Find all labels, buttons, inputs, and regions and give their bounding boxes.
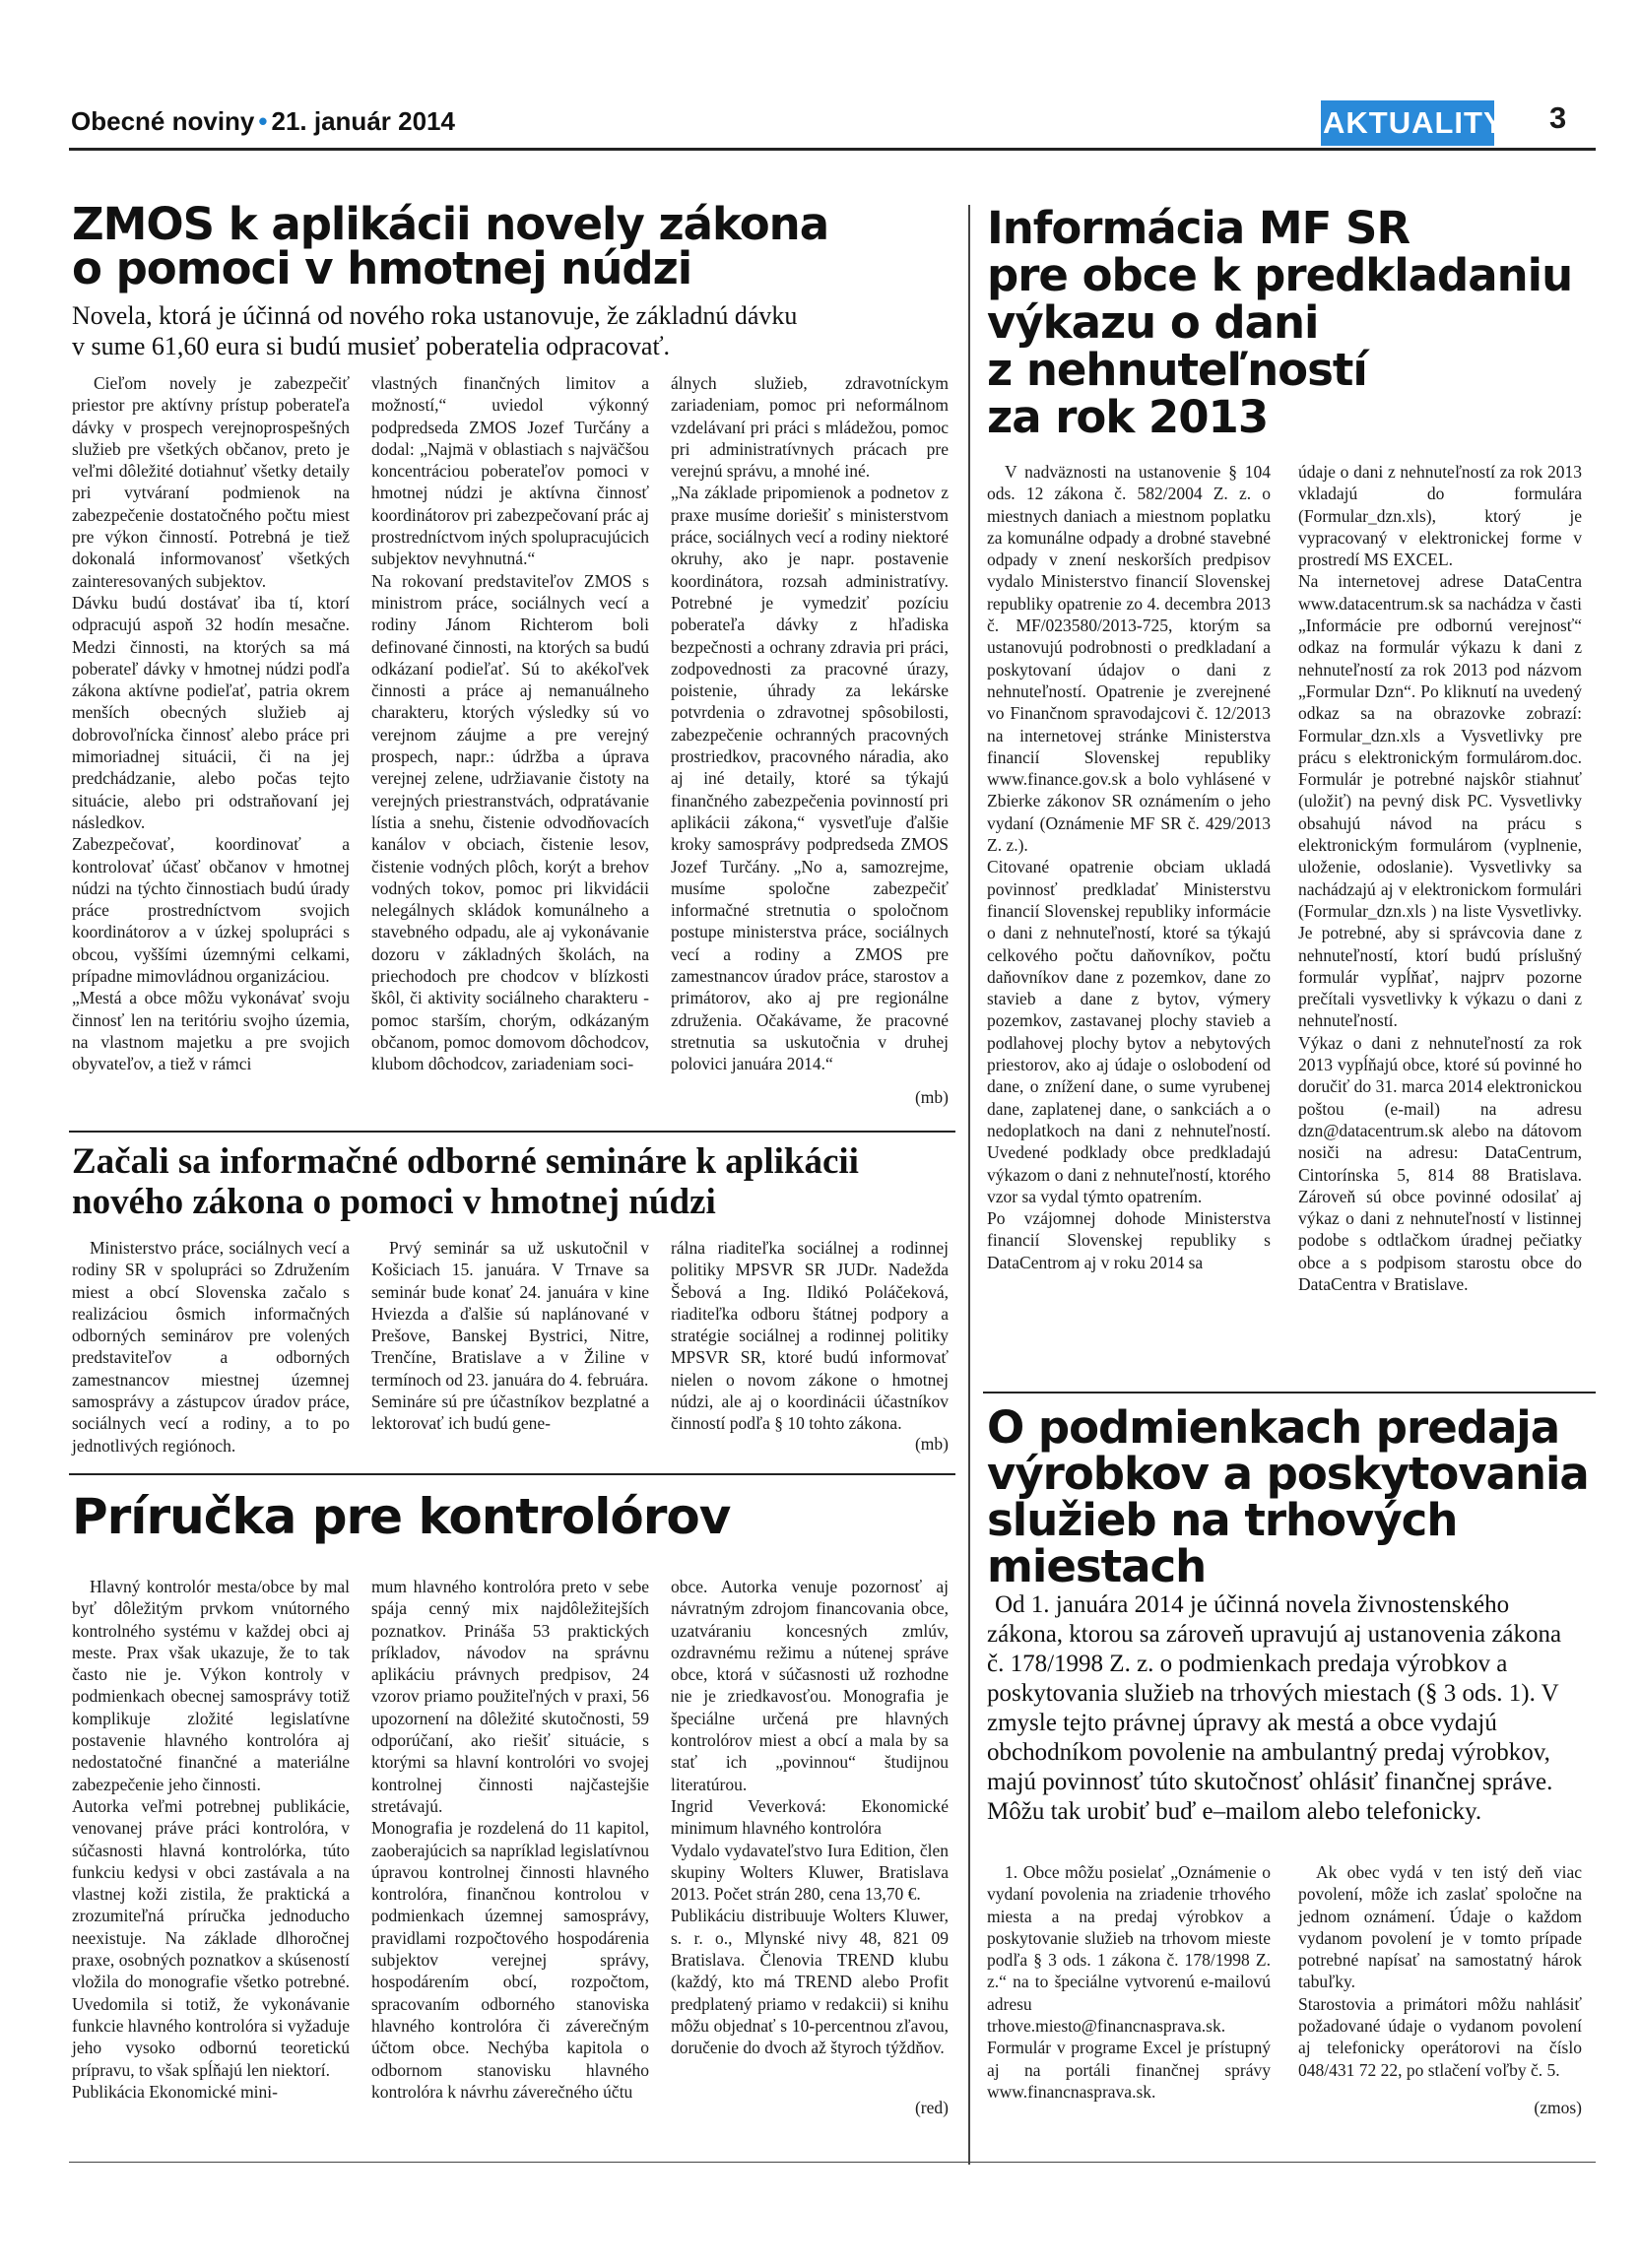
masthead: [71, 106, 455, 137]
seminars-column-2: Prvý seminár sa už uskutočnil v Košiciach 15. januára. V Trnave sa seminár bude konať 24. januára v kine Hviezda a ďalšie sú naplánované v Prešove, Banskej Bystrici, Nitre, Trenčíne, Bratislave a v Žiline v termínoch od 23. januára do 4. februára. Semináre sú pre účastníkov bezplatné a lektorovať ich budú gene-: [371, 1238, 649, 1434]
zmos-bottom-rule: [69, 1131, 955, 1133]
handbook-signature: (red): [914, 2098, 949, 2117]
zmos-title-line2: o pomoci v hmotnej núdzi: [72, 242, 692, 294]
page-bottom-rule: [69, 2162, 1596, 2163]
publication-name: Obecné noviny: [71, 106, 255, 136]
zmos-subtitle-line2: v sume 61,60 eura si budú musieť poberatelia odpracovať.: [72, 332, 671, 361]
seminars-title-line2: nového zákona o pomoci v hmotnej núdzi: [72, 1181, 716, 1222]
seminars-title: [72, 1142, 958, 1222]
zmos-title-line1: ZMOS k aplikácii novely zákona: [72, 198, 829, 250]
markets-column-2: Ak obec vydá v ten istý deň viac povolení, môže ich zaslať spoločne na jednom oznámení. Údaje o každom vydanom povolení je v tomto prípade potrebné napísať na samostatný hárok tabuľky. Starostovia a primátori môžu nahlásiť požadované údaje o vydanom povolení aj telefonicky operátorovi na číslo 048/431 72 22, po stlačení voľby č. 5.: [1298, 1862, 1582, 2080]
zmos-column-2: vlastných finančných limitov a možností,“ uviedol výkonný podpredseda ZMOS Jozef Turčány a dodal: „Najmä v oblastiach s najväčšou koncentráciou poberateľov pomoci v hmotnej núdzi je aktívna činnosť koordinátorov pri zabezpečovaní prác aj prostredníctvom iných spolupracujúcich subjektov nevyhnutná.“ Na rokovaní predstaviteľov ZMOS s ministrom práce, sociálnych vecí a rodiny Jánom Richterom boli definované činnosti, na ktorých sa budú odkázaní podieľať. Sú to akékoľvek činnosti a práce aj nemanuálneho charakteru, ktorých výsledky sú vo verejnom záujme a pre verejný prospech, napr.: údržba a úprava verejnej zelene, udržiavanie čistoty na verejných priestranstvách, odpratávanie lístia a snehu, čistenie odvodňovacích kanálov v obciach, čistenie lesov, čistenie vodných plôch, korýt a brehov vodných tokov, pomoc pri likvidácii nelegálnych skládok komunálneho a stavebného odpadu, ale aj vykonávanie dozoru v základných školách, na priechodoch pre chodcov v blízkosti škôl, či aktivity sociálneho charakteru - pomoc starším, chorým, odkázaným občanom, pomoc domovom dôchodcov, klubom dôchodcov, zariadeniam soci-: [371, 373, 649, 1074]
separator-dot: •: [258, 106, 268, 136]
mf-title-line1: Informácia MF SR: [987, 202, 1410, 254]
markets-signature: (zmos): [1534, 2098, 1582, 2117]
markets-title-line3: služieb na trhových: [987, 1494, 1458, 1546]
markets-title: [987, 1401, 1598, 1592]
seminars-signature: (mb): [914, 1434, 949, 1454]
handbook-column-2: mum hlavného kontrolóra preto v sebe spája cenný mix najdôležitejších poznatkov. Prináša 53 praktických príkladov, návodov na správnu aplikáciu právnych predpisov, 24 vzorov priamo použiteľných v praxi, 56 upozornení na dôležité skutočnosti, 59 odporúčaní, ako riešiť situácie, s ktorými sa hlavní kontrolóri vo svojej kontrolnej činnosti najčastejšie stretávajú. Monografia je rozdelená do 11 kapitol, zaoberajúcich sa napríklad legislatívnou úpravou kontrolnej činnosti hlavného kontrolóra, finančnou kontrolou v podmienkach územnej samosprávy, pravidlami rozpočtového hospodárenia subjektov verejnej správy, hospodárením obcí, rozpočtom, spracovaním odborného stanoviska hlavného kontrolóra či záverečným účtom obce. Nechýba kapitola o odbornom stanovisku hlavného kontrolóra k návrhu záverečného účtu: [371, 1577, 649, 2102]
seminars-bottom-rule: [69, 1473, 955, 1475]
mf-bottom-rule: [983, 1392, 1596, 1393]
mf-column-1: V nadväznosti na ustanovenie § 104 ods. 12 zákona č. 582/2004 Z. z. o miestnych daniach a miestnom poplatku za komunálne odpady a drobné stavebné odpady v znení neskorších predpisov vydalo Ministerstvo financií Slovenskej republiky opatrenie zo 4. decembra 2013 č. MF/023580/2013-725, ktorým sa ustanovujú podrobnosti o predkladaní a poskytovaní údajov o dani z nehnuteľností. Opatrenie je zverejnené vo Finančnom spravodajcovi č. 12/2013 na internetovej stránke Ministerstva financií Slovenskej republiky www.finance.gov.sk a bolo vyhlásené v Zbierke zákonov SR oznámením o jeho vydaní (Oznámenie MF SR č. 429/2013 Z. z.). Citované opatrenie obciam ukladá povinnosť predkladať Ministerstvu financií Slovenskej republiky informácie o dani z nehnuteľností, ktoré sa týkajú celkového počtu daňovníkov, počtu daňovníkov dane z pozemkov, dane zo stavieb a dane z bytov, výmery pozemkov, zastavanej plochy stavieb a podlahovej plochy bytov a nebytových priestorov, ako aj údaje o oslobodení od dane, o znížení dane, o sume vyrubenej dane, zaplatenej dane, o sankciách a o nedoplatkoch na dani z nehnuteľností. Uvedené podklady obce predkladajú výkazom o dani z nehnuteľností, ktorého vzor sa vydal týmto opatrením. Po vzájomnej dohode Ministerstva financií Slovenskej republiky s DataCentrom aj v roku 2014 sa: [987, 462, 1271, 1272]
mf-title-line4: z nehnuteľností: [987, 344, 1367, 396]
mf-title-line3: výkazu o dani: [987, 296, 1319, 349]
zmos-column-1: Cieľom novely je zabezpečiť priestor pre aktívny prístup poberateľa dávky v prospech verejnoprospešných služieb pre všetkých občanov, preto je veľmi dôležité dotiahnuť všetky detaily pri vytváraní podmienok na zabezpečenie dostatočného počtu miest pre výkon činností. Potrebná je tiež dokonalá informovanosť všetkých zainteresovaných subjektov. Dávku budú dostávať iba tí, ktorí odpracujú aspoň 32 hodín mesačne. Medzi činnosti, na ktorých sa má poberateľ dávky v hmotnej núdzi podľa zákona aktívne podieľať, patria okrem menších obecných služieb aj dobrovoľnícka činnosť alebo práce pri mimoriadnej situácii, či na jej predchádzanie, alebo počas tejto situácie, alebo pri odstraňovaní jej následkov. Zabezpečovať, koordinovať a kontrolovať účasť občanov v hmotnej núdzi na týchto činnostiach budú úrady práce prostredníctvom svojich koordinátorov a v úzkej spolupráci s obcou, vyššími územnými celkami, prípadne mimovládnou organizáciou. „Mestá a obce môžu vykonávať svoju činnosť len na teritóriu svojho územia, na vlastnom majetku a pre svojich obyvateľov, a tiež v rámci: [72, 373, 350, 1074]
issue-date: 21. január 2014: [271, 106, 455, 136]
column-divider: [968, 205, 970, 2165]
zmos-signature: (mb): [914, 1087, 949, 1107]
markets-title-line1: O podmienkach predaja: [987, 1401, 1560, 1454]
markets-column-1: 1. Obce môžu posielať „Oznámenie o vydaní povolenia na zriadenie trhového miesta a na predaj výrobkov a poskytovanie služieb na trhovom mieste podľa § 3 ods. 1 zákona č. 178/1998 Z. z.“ na to špeciálne vytvorenú e-mailovú adresu trhove.miesto@financnasprava.sk. Formulár v programe Excel je prístupný aj na portáli finančnej správy www.financnasprava.sk.: [987, 1862, 1271, 2102]
section-label: AKTUALITY: [1323, 102, 1492, 144]
section-badge: [1321, 100, 1505, 146]
seminars-column-1: Ministerstvo práce, sociálnych vecí a rodiny SR v spolupráci so Združením miest a obcí Slovenska začalo s realizáciou ôsmich informačných odborných seminárov pre volených predstaviteľov a odborných zamestnancov miestnej územnej samosprávy a zástupcov úradov práce, sociálnych vecí a rodiny, a to po jednotlivých regiónoch.: [72, 1238, 350, 1456]
mf-title-line5: za rok 2013: [987, 391, 1269, 443]
zmos-title: [72, 198, 958, 294]
zmos-subtitle-line1: Novela, ktorá je účinná od nového roka ustanovuje, že základnú dávku: [72, 301, 798, 330]
markets-title-line4: miestach: [987, 1540, 1207, 1592]
zmos-column-3: álnych služieb, zdravotníckym zariadeniam, pomoc pri neformálnom vzdelávaní pri práci s mládežou, pomoc pri administratívnych prácach pre verejnú správu, a mnohé iné. „Na základe pripomienok a podnetov z praxe musíme doriešiť s ministerstvom práce, sociálnych vecí a rodiny niektoré okruhy, ako je napr. postavenie koordinátora, rozsah administratívy. Potrebné je vymedziť pozíciu poberateľa dávky z hľadiska bezpečnosti a ochrany zdravia pri práci, zodpovednosti za pracovné úrazy, poistenie, úhrady za lekárske potvrdenia o zdravotnej spôsobilosti, zabezpečenie ochranných pracovných prostriedkov, pracovného náradia, ako aj iné detaily, ktoré sa týkajú finančného zabezpečenia povinností pri aplikácii zákona,“ vysvetľuje ďalšie kroky samosprávy podpredseda ZMOS Jozef Turčány. „No a, samozrejme, musíme spoločne zabezpečiť informačné stretnutia o spoločnom postupe ministerstva práce, sociálnych vecí a rodiny a ZMOS pre zamestnancov úradov práce, starostov a primátorov, ako aj pre regionálne združenia. Očakávame, že pracovné stretnutia sa uskutočnia v druhej polovici januára 2014.“: [671, 373, 949, 1074]
markets-title-line2: výrobkov a poskytovania: [987, 1448, 1589, 1500]
header-rule: [69, 148, 1596, 151]
mf-title-line2: pre obce k predkladaniu: [987, 249, 1573, 301]
seminars-column-3: rálna riaditeľka sociálnej a rodinnej politiky MPSVR SR JUDr. Nadežda Šebová a Ing. Ildikó Poláčeková, riaditeľka odboru štátnej podpory a stratégie sociálnej a rodinnej politiky MPSVR SR, ktoré budú informovať nielen o novom zákone o hmotnej núdzi, ale aj o koordinácii účastníkov činností podľa § 10 tohto zákona.: [671, 1238, 949, 1434]
mf-column-2: údaje o dani z nehnuteľností za rok 2013 vkladajú do formulára (Formular_dzn.xls), ktorý je vypracovaný v elektronickej forme v prostredí MS EXCEL. Na internetovej adrese DataCentra www.datacentrum.sk sa nachádza v časti „Informácie pre odbornú verejnosť“ odkaz na formulár výkazu k dani z nehnuteľností za rok 2013 pod názvom „Formular Dzn“. Po kliknutí na uvedený odkaz sa na obrazovke zobrazí: Formular_dzn.xls a Vysvetlivky pre prácu s elektronickým formulárom.doc. Formulár je potrebné najskôr stiahnuť (uložiť) na pevný disk PC. Vysvetlivky obsahujú návod na prácu s elektronickým formulárom (vyplnenie, uloženie, odoslanie). Vysvetlivky sa nachádzajú aj v elektronickom formulári (Formular_dzn.xls ) na liste Vysvetlivky. Je potrebné, aby si správcovia dane z nehnuteľností, ktorí budú príslušný formulár vypĺňať, najprv pozorne prečítali vysvetlivky k výkazu o dani z nehnuteľností. Výkaz o dani z nehnuteľností za rok 2013 vypĺňajú obce, ktoré sú povinné ho doručiť do 31. marca 2014 elektronickou poštou (e-mail) na adresu dzn@datacentrum.sk alebo na dátovom nosiči na adresu: DataCentrum, Cintorínska 5, 814 88 Bratislava. Zároveň sú obce povinné odosilať aj výkaz o dani z nehnuteľností v listinnej podobe s odtlačkom úradnej pečiatky obce a s podpisom starostu obce do DataCentra v Bratislave.: [1298, 462, 1582, 1294]
handbook-column-3: obce. Autorka venuje pozornosť aj návratným zdrojom financovania obce, uzatváraniu koncesných zmlúv, ozdravnému režimu a nútenej správe obce, ktorá v súčasnosti už rozhodne nie je zriedkavosťou. Monografia je špeciálne určená pre hlavných kontrolórov miest a obcí a mala by sa stať ich „povinnou“ študijnou literatúrou. Ingrid Veverková: Ekonomické minimum hlavného kontrolóra Vydalo vydavateľstvo Iura Edition, člen skupiny Wolters Kluwer, Bratislava 2013. Počet strán 280, cena 13,70 €. Publikáciu distribuuje Wolters Kluwer, s. r. o., Mlynské nivy 48, 821 09 Bratislava. Členovia TREND klubu (každý, kto má TREND alebo Profit predplatený priamo v redakcii) si knihu môžu objednať s 10-percentnou zľavou, doručenie do dvoch až štyroch týždňov.: [671, 1577, 949, 2058]
page-number: 3: [1549, 100, 1567, 135]
handbook-title: Príručka pre kontrolórov: [72, 1488, 731, 1545]
markets-lead: Od 1. januára 2014 je účinná novela živnostenského zákona, ktorou sa zároveň upravujú aj ustanovenia zákona č. 178/1998 Z. z. o podmienkach predaja výrobkov a poskytovania služieb na trhových miestach (§ 3 ods. 1). V zmysle tejto právnej úpravy ak mestá a obce vydajú obchodníkom povolenie na ambulantný predaj výrobkov, majú povinnosť túto skutočnosť ohlásiť finančnej správe. Môžu tak urobiť buď e–mailom alebo telefonicky.: [987, 1591, 1562, 1825]
seminars-title-line1: Začali sa informačné odborné semináre k aplikácii: [72, 1141, 859, 1182]
zmos-subtitle: [72, 300, 958, 361]
mf-title: [987, 202, 1598, 443]
handbook-column-1: Hlavný kontrolór mesta/obce by mal byť dôležitým prvkom vnútorného kontrolného systému v každej obci aj meste. Prax však ukazuje, že to tak často nie je. Výkon kontroly v podmienkach obecnej samosprávy totiž komplikuje zložité legislatívne postavenie hlavného kontrolóra aj nedostatočné finančné a materiálne zabezpečenie jeho činnosti. Autorka veľmi potrebnej publikácie, venovanej práve práci kontrolóra, v súčasnosti hlavná kontrolórka, túto funkciu kedysi v obci zastávala a na vlastnej koži zistila, že praktická a zrozumiteľná príručka jednoducho neexistuje. Na základe dlhoročnej praxe, osobných poznatkov a skúseností vložila do monografie všetko potrebné. Uvedomila si totiž, že vykonávanie funkcie hlavného kontrolóra si vyžaduje jeho vysoko odbornú teoretickú prípravu, to však spĺňajú len niektorí. Publikácia Ekonomické mini-: [72, 1577, 350, 2102]
